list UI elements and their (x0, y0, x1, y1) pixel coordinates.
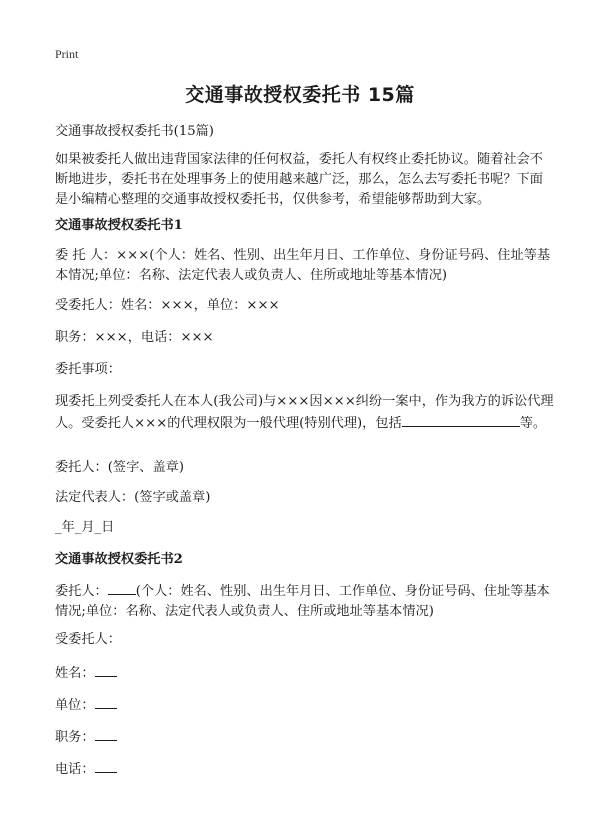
section2-heading: 交通事故授权委托书2 (55, 552, 183, 567)
section1-matters-label: 委托事项： (55, 362, 121, 377)
section1-matters (55, 392, 555, 434)
section1-sign-rep: 法定代表人：(签字或盖章) (55, 490, 211, 505)
intro-paragraph: 如果被委托人做出违背国家法律的任何权益，委托人有权终止委托协议。随着社会不断地进步，委托书在处理事务上的使用越来越广泛，那么，怎么去写委托书呢？下面是小编精心整理的交通事故授权委托书，仅供参考，希望能够帮助到大家。 (55, 152, 543, 207)
section1-agent: 受委托人：姓名：×××，单位：××× (55, 298, 280, 313)
section2-unit-blank (95, 694, 117, 709)
section2-name-label: 姓名： (55, 666, 95, 681)
section1-client: 委 托 人：×××(个人：姓名、性别、出生年月日、工作单位、身份证号码、住址等基本情况;单位：名称、法定代表人或负责人、住所或地址等基本情况) (55, 248, 551, 283)
section2-unit (55, 694, 555, 716)
section2-client (55, 580, 555, 622)
section2-client-rest: (个人：姓名、性别、出生年月日、工作单位、身份证号码、住址等基本情况;单位：名称、法定代表人或负责人、住所或地址等基本情况) (55, 584, 550, 619)
section2-phone-blank (95, 758, 117, 773)
document-title: 交通事故授权委托书 15篇 (185, 84, 415, 106)
section2-agent-label: 受委托人： (55, 632, 121, 647)
section2-client-prefix: 委托人： (55, 584, 108, 599)
section2-unit-label: 单位： (55, 698, 95, 713)
section2-phone-label: 电话： (55, 762, 95, 777)
matters-blank (402, 412, 520, 427)
section1-duty: 职务：×××，电话：××× (55, 330, 214, 345)
print-label[interactable]: Print (55, 47, 79, 61)
matters-text-part2: 等。 (519, 416, 547, 431)
section1-heading: 交通事故授权委托书1 (55, 218, 183, 233)
section2-phone (55, 758, 555, 780)
section1-date: _年_月_日 (55, 520, 115, 535)
matters-text-part1: 现委托上列受委托人在本人(我公司)与×××因×××纠纷一案中，作为我方的诉讼代理人。受委托人×××的代理权限为一般代理(特别代理)，包括 (55, 394, 554, 431)
section2-name-blank (95, 662, 117, 677)
section2-name (55, 662, 555, 684)
section1-sign-client: 委托人：(签字、盖章) (55, 460, 184, 475)
section2-duty (55, 726, 555, 748)
section2-client-blank (108, 580, 136, 595)
section2-duty-label: 职务： (55, 730, 95, 745)
section2-duty-blank (95, 726, 117, 741)
document-subtitle: 交通事故授权委托书(15篇) (55, 124, 214, 139)
